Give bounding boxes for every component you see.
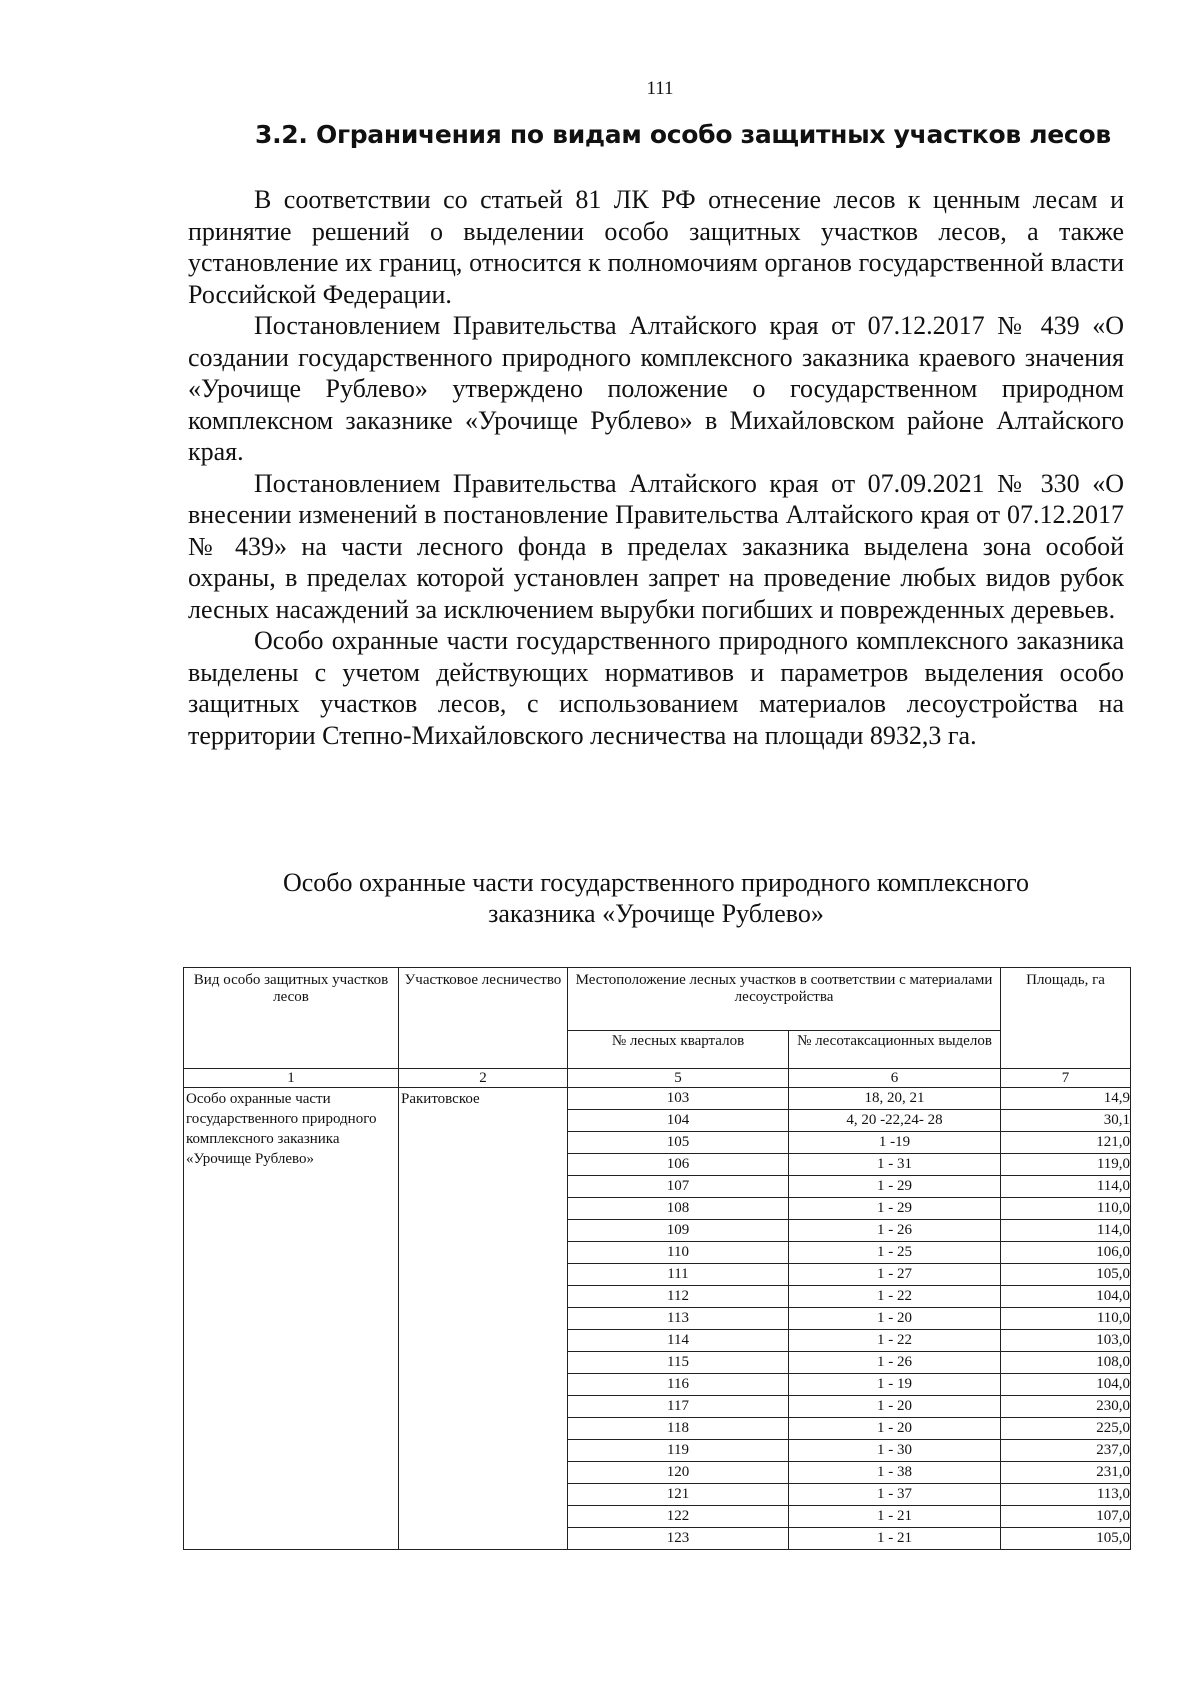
cell-sections: 1 -19	[789, 1132, 1001, 1154]
cell-sections: 1 - 37	[789, 1484, 1001, 1506]
cell-quarter: 121	[568, 1484, 789, 1506]
cell-quarter: 103	[568, 1088, 789, 1110]
cell-quarter: 116	[568, 1374, 789, 1396]
cell-area: 114,0	[1001, 1220, 1131, 1242]
cell-sections: 1 - 27	[789, 1264, 1001, 1286]
cell-sections: 1 - 20	[789, 1396, 1001, 1418]
cell-area: 104,0	[1001, 1374, 1131, 1396]
cell-quarter: 108	[568, 1198, 789, 1220]
cell-quarter: 105	[568, 1132, 789, 1154]
cell-area: 107,0	[1001, 1506, 1131, 1528]
cell-area: 14,9	[1001, 1088, 1131, 1110]
cell-quarter: 112	[568, 1286, 789, 1308]
cell-sections: 1 - 21	[789, 1528, 1001, 1550]
cell-sections: 1 - 21	[789, 1506, 1001, 1528]
cell-quarter: 113	[568, 1308, 789, 1330]
cell-quarter: 115	[568, 1352, 789, 1374]
cell-area: 230,0	[1001, 1396, 1131, 1418]
cell-area: 106,0	[1001, 1242, 1131, 1264]
cell-area: 104,0	[1001, 1286, 1131, 1308]
cell-area: 105,0	[1001, 1528, 1131, 1550]
cell-area: 114,0	[1001, 1176, 1131, 1198]
header-quarters: № лесных кварталов	[568, 1031, 789, 1069]
cell-quarter: 110	[568, 1242, 789, 1264]
cell-area: 30,1	[1001, 1110, 1131, 1132]
cell-sections: 1 - 26	[789, 1352, 1001, 1374]
table-row	[184, 1088, 1131, 1110]
column-number: 6	[789, 1069, 1001, 1088]
body-text	[188, 184, 1124, 751]
header-location: Местоположение лесных участков в соответствии с материалами лесоустройства	[568, 968, 1001, 1031]
column-number: 2	[399, 1069, 568, 1088]
cell-district: Ракитовское	[399, 1088, 568, 1550]
page-number: 111	[646, 78, 674, 99]
cell-sections: 4, 20 -22,24- 28	[789, 1110, 1001, 1132]
cell-quarter: 122	[568, 1506, 789, 1528]
cell-quarter: 123	[568, 1528, 789, 1550]
column-number: 7	[1001, 1069, 1131, 1088]
cell-quarter: 118	[568, 1418, 789, 1440]
cell-area: 103,0	[1001, 1330, 1131, 1352]
column-number-row	[184, 1069, 1131, 1088]
header-sections: № лесотаксационных выделов	[789, 1031, 1001, 1069]
cell-area: 225,0	[1001, 1418, 1131, 1440]
paragraph: В соответствии со статьей 81 ЛК РФ отнесение лесов к ценным лесам и принятие решений о выделении особо защитных участков лесов, а также установление их границ, относится к полномочиям органов государственной власти Российской Федерации.	[188, 185, 1124, 309]
cell-type: Особо охранные части государственного природного комплексного заказника «Урочище Рублево»	[184, 1088, 399, 1550]
cell-sections: 1 - 38	[789, 1462, 1001, 1484]
cell-sections: 18, 20, 21	[789, 1088, 1001, 1110]
cell-sections: 1 - 19	[789, 1374, 1001, 1396]
cell-sections: 1 - 29	[789, 1176, 1001, 1198]
cell-sections: 1 - 31	[789, 1154, 1001, 1176]
cell-area: 231,0	[1001, 1462, 1131, 1484]
cell-area: 113,0	[1001, 1484, 1131, 1506]
cell-quarter: 106	[568, 1154, 789, 1176]
cell-quarter: 119	[568, 1440, 789, 1462]
column-number: 1	[184, 1069, 399, 1088]
cell-area: 119,0	[1001, 1154, 1131, 1176]
header-area: Площадь, га	[1001, 968, 1131, 1069]
paragraph: Особо охранные части государственного природного комплексного заказника выделены с учетом действующих нормативов и параметров выделения особо защитных участков лесов, с использованием материалов лесоустройства на территории Степно-Михайловского лесничества на площади 8932,3 га.	[188, 626, 1124, 750]
cell-area: 237,0	[1001, 1440, 1131, 1462]
cell-sections: 1 - 30	[789, 1440, 1001, 1462]
table-header-row	[184, 968, 1131, 1031]
cell-sections: 1 - 20	[789, 1418, 1001, 1440]
cell-quarter: 111	[568, 1264, 789, 1286]
cell-area: 110,0	[1001, 1308, 1131, 1330]
cell-sections: 1 - 22	[789, 1286, 1001, 1308]
cell-quarter: 114	[568, 1330, 789, 1352]
section-title: 3.2. Ограничения по видам особо защитных участков лесов	[255, 120, 1111, 149]
cell-quarter: 107	[568, 1176, 789, 1198]
cell-quarter: 104	[568, 1110, 789, 1132]
cell-sections: 1 - 20	[789, 1308, 1001, 1330]
paragraph: Постановлением Правительства Алтайского края от 07.12.2017 № 439 «О создании государственного природного комплексного заказника краевого значения «Урочище Рублево» утверждено положение о государственном природном комплексном заказнике «Урочище Рублево» в Михайловском районе Алтайского края.	[188, 311, 1124, 466]
paragraph: Постановлением Правительства Алтайского края от 07.09.2021 № 330 «О внесении изменений в постановление Правительства Алтайского края от 07.12.2017 № 439» на части лесного фонда в пределах заказника выделена зона особой охраны, в пределах которой установлен запрет на проведение любых видов рубок лесных насаждений за исключением вырубки погибших и поврежденных деревьев.	[188, 468, 1124, 624]
cell-area: 108,0	[1001, 1352, 1131, 1374]
cell-area: 121,0	[1001, 1132, 1131, 1154]
cell-sections: 1 - 22	[789, 1330, 1001, 1352]
cell-quarter: 109	[568, 1220, 789, 1242]
header-type: Вид особо защитных участков лесов	[184, 968, 399, 1069]
cell-area: 105,0	[1001, 1264, 1131, 1286]
cell-area: 110,0	[1001, 1198, 1131, 1220]
forest-areas-table	[183, 967, 1131, 1550]
column-number: 5	[568, 1069, 789, 1088]
cell-sections: 1 - 29	[789, 1198, 1001, 1220]
table-caption-line: заказника «Урочище Рублево»	[488, 899, 824, 928]
table-caption	[188, 867, 1124, 929]
cell-sections: 1 - 26	[789, 1220, 1001, 1242]
table-caption-line: Особо охранные части государственного природного комплексного	[282, 868, 1029, 897]
cell-quarter: 120	[568, 1462, 789, 1484]
cell-sections: 1 - 25	[789, 1242, 1001, 1264]
header-district: Участковое лесничество	[399, 968, 568, 1069]
cell-quarter: 117	[568, 1396, 789, 1418]
